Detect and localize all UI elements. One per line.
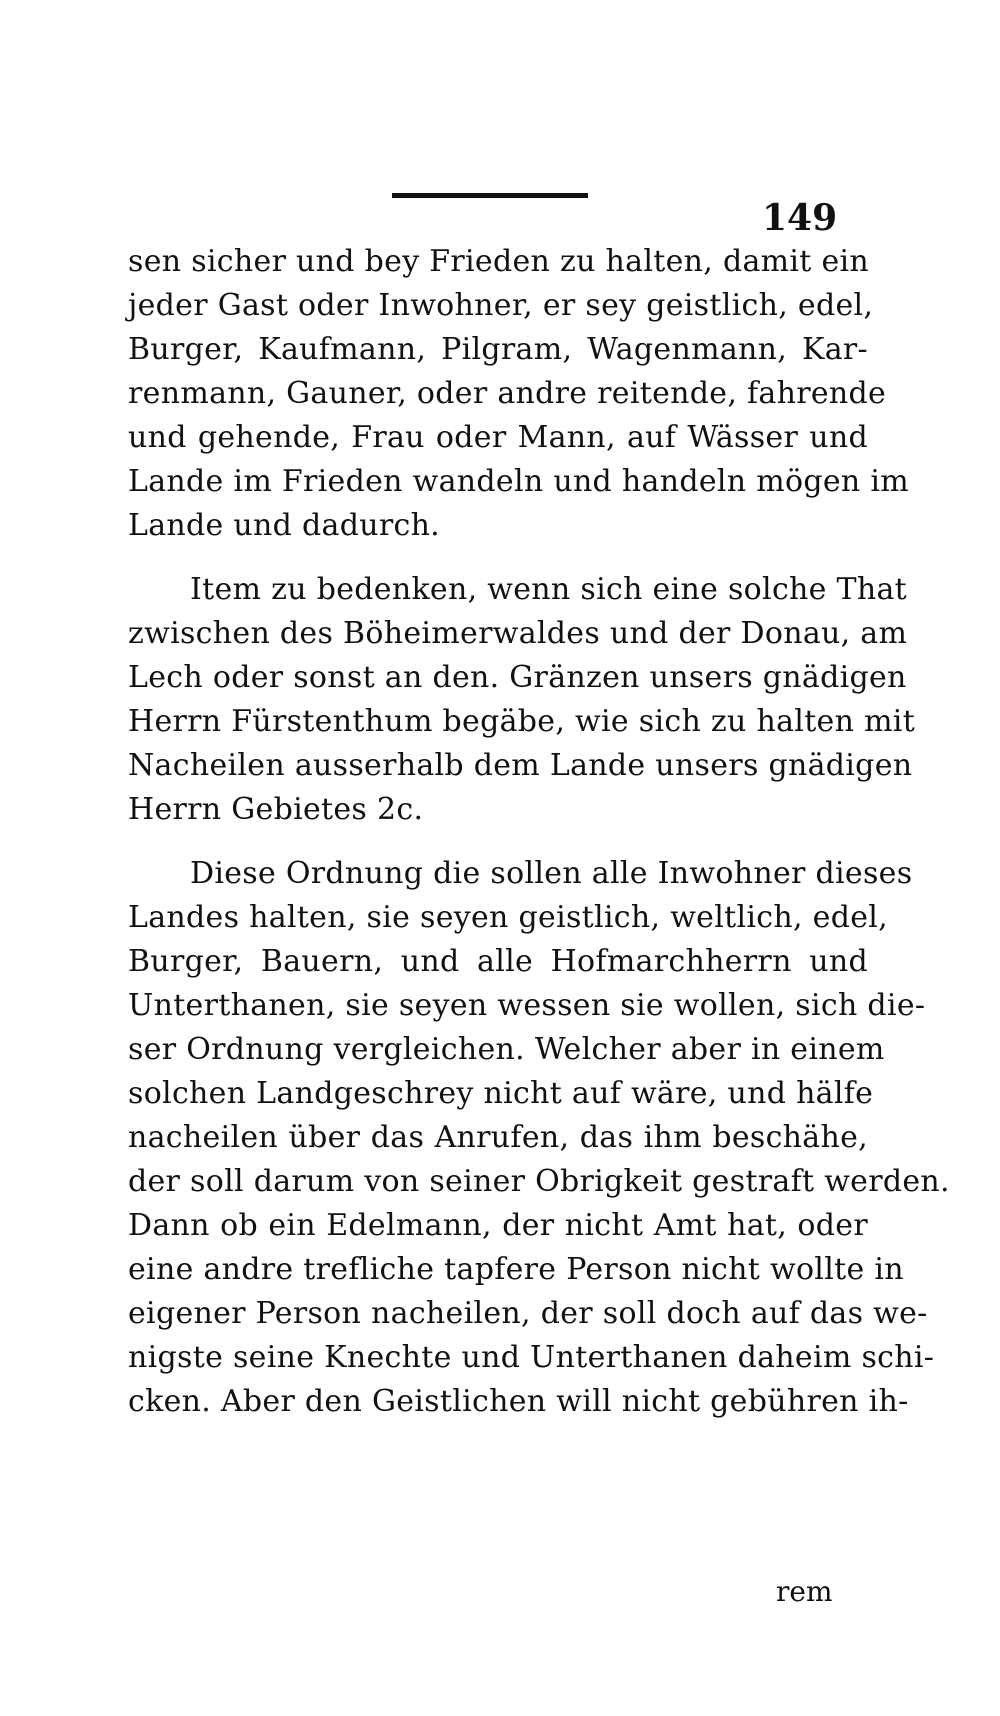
text-line: Herrn Fürstenthum begäbe, wie sich zu halten mit [128, 704, 916, 739]
text-line: eigener Person nacheilen, der soll doch auf das we- [128, 1296, 928, 1331]
text-line: cken. Aber den Geistlichen will nicht gebühren ih- [128, 1384, 909, 1419]
text-line: Herrn Gebietes 2c. [128, 792, 424, 827]
text-line: Unterthanen, sie seyen wessen sie wollen, sich die- [128, 988, 926, 1023]
text-line: Burger, Kaufmann, Pilgram, Wagenmann, Kar- [128, 332, 868, 367]
text-line: und gehende, Frau oder Mann, auf Wässer und [128, 420, 868, 455]
text-line: Item zu bedenken, wenn sich eine solche That [190, 572, 908, 607]
text-line: ser Ordnung vergleichen. Welcher aber in einem [128, 1032, 885, 1067]
text-line: Lech oder sonst an den. Gränzen unsers gnädigen [128, 660, 907, 695]
text-line: Nacheilen ausserhalb dem Lande unsers gnädigen [128, 748, 913, 783]
text-line: Landes halten, sie seyen geistlich, weltlich, edel, [128, 900, 889, 935]
text-line: Lande im Frieden wandeln und handeln mögen im [128, 464, 910, 499]
text-line: renmann, Gauner, oder andre reitende, fahrende [128, 376, 887, 411]
text-line: Diese Ordnung die sollen alle Inwohner dieses [190, 856, 913, 891]
catchword: rem [776, 1575, 833, 1608]
text-line: der soll darum von seiner Obrigkeit gestraft werden. [128, 1164, 950, 1199]
text-line: jeder Gast oder Inwohner, er sey geistlich, edel, [128, 288, 874, 323]
text-line: sen sicher und bey Frieden zu halten, damit ein [128, 244, 870, 279]
text-line: Lande und dadurch. [128, 508, 441, 543]
text-line: solchen Landgeschrey nicht auf wäre, und hälfe [128, 1076, 874, 1111]
text-line: zwischen des Böheimerwaldes und der Donau, am [128, 616, 908, 651]
page-number: 149 [762, 197, 838, 239]
text-line: eine andre trefliche tapfere Person nicht wollte in [128, 1252, 904, 1287]
text-line: nigste seine Knechte und Unterthanen daheim schi- [128, 1340, 935, 1375]
text-line: Dann ob ein Edelmann, der nicht Amt hat, oder [128, 1208, 868, 1243]
text-line: Burger, Bauern, und alle Hofmarchherrn und [128, 944, 868, 979]
text-line: nacheilen über das Anrufen, das ihm beschähe, [128, 1120, 868, 1155]
header-rule [392, 193, 588, 198]
